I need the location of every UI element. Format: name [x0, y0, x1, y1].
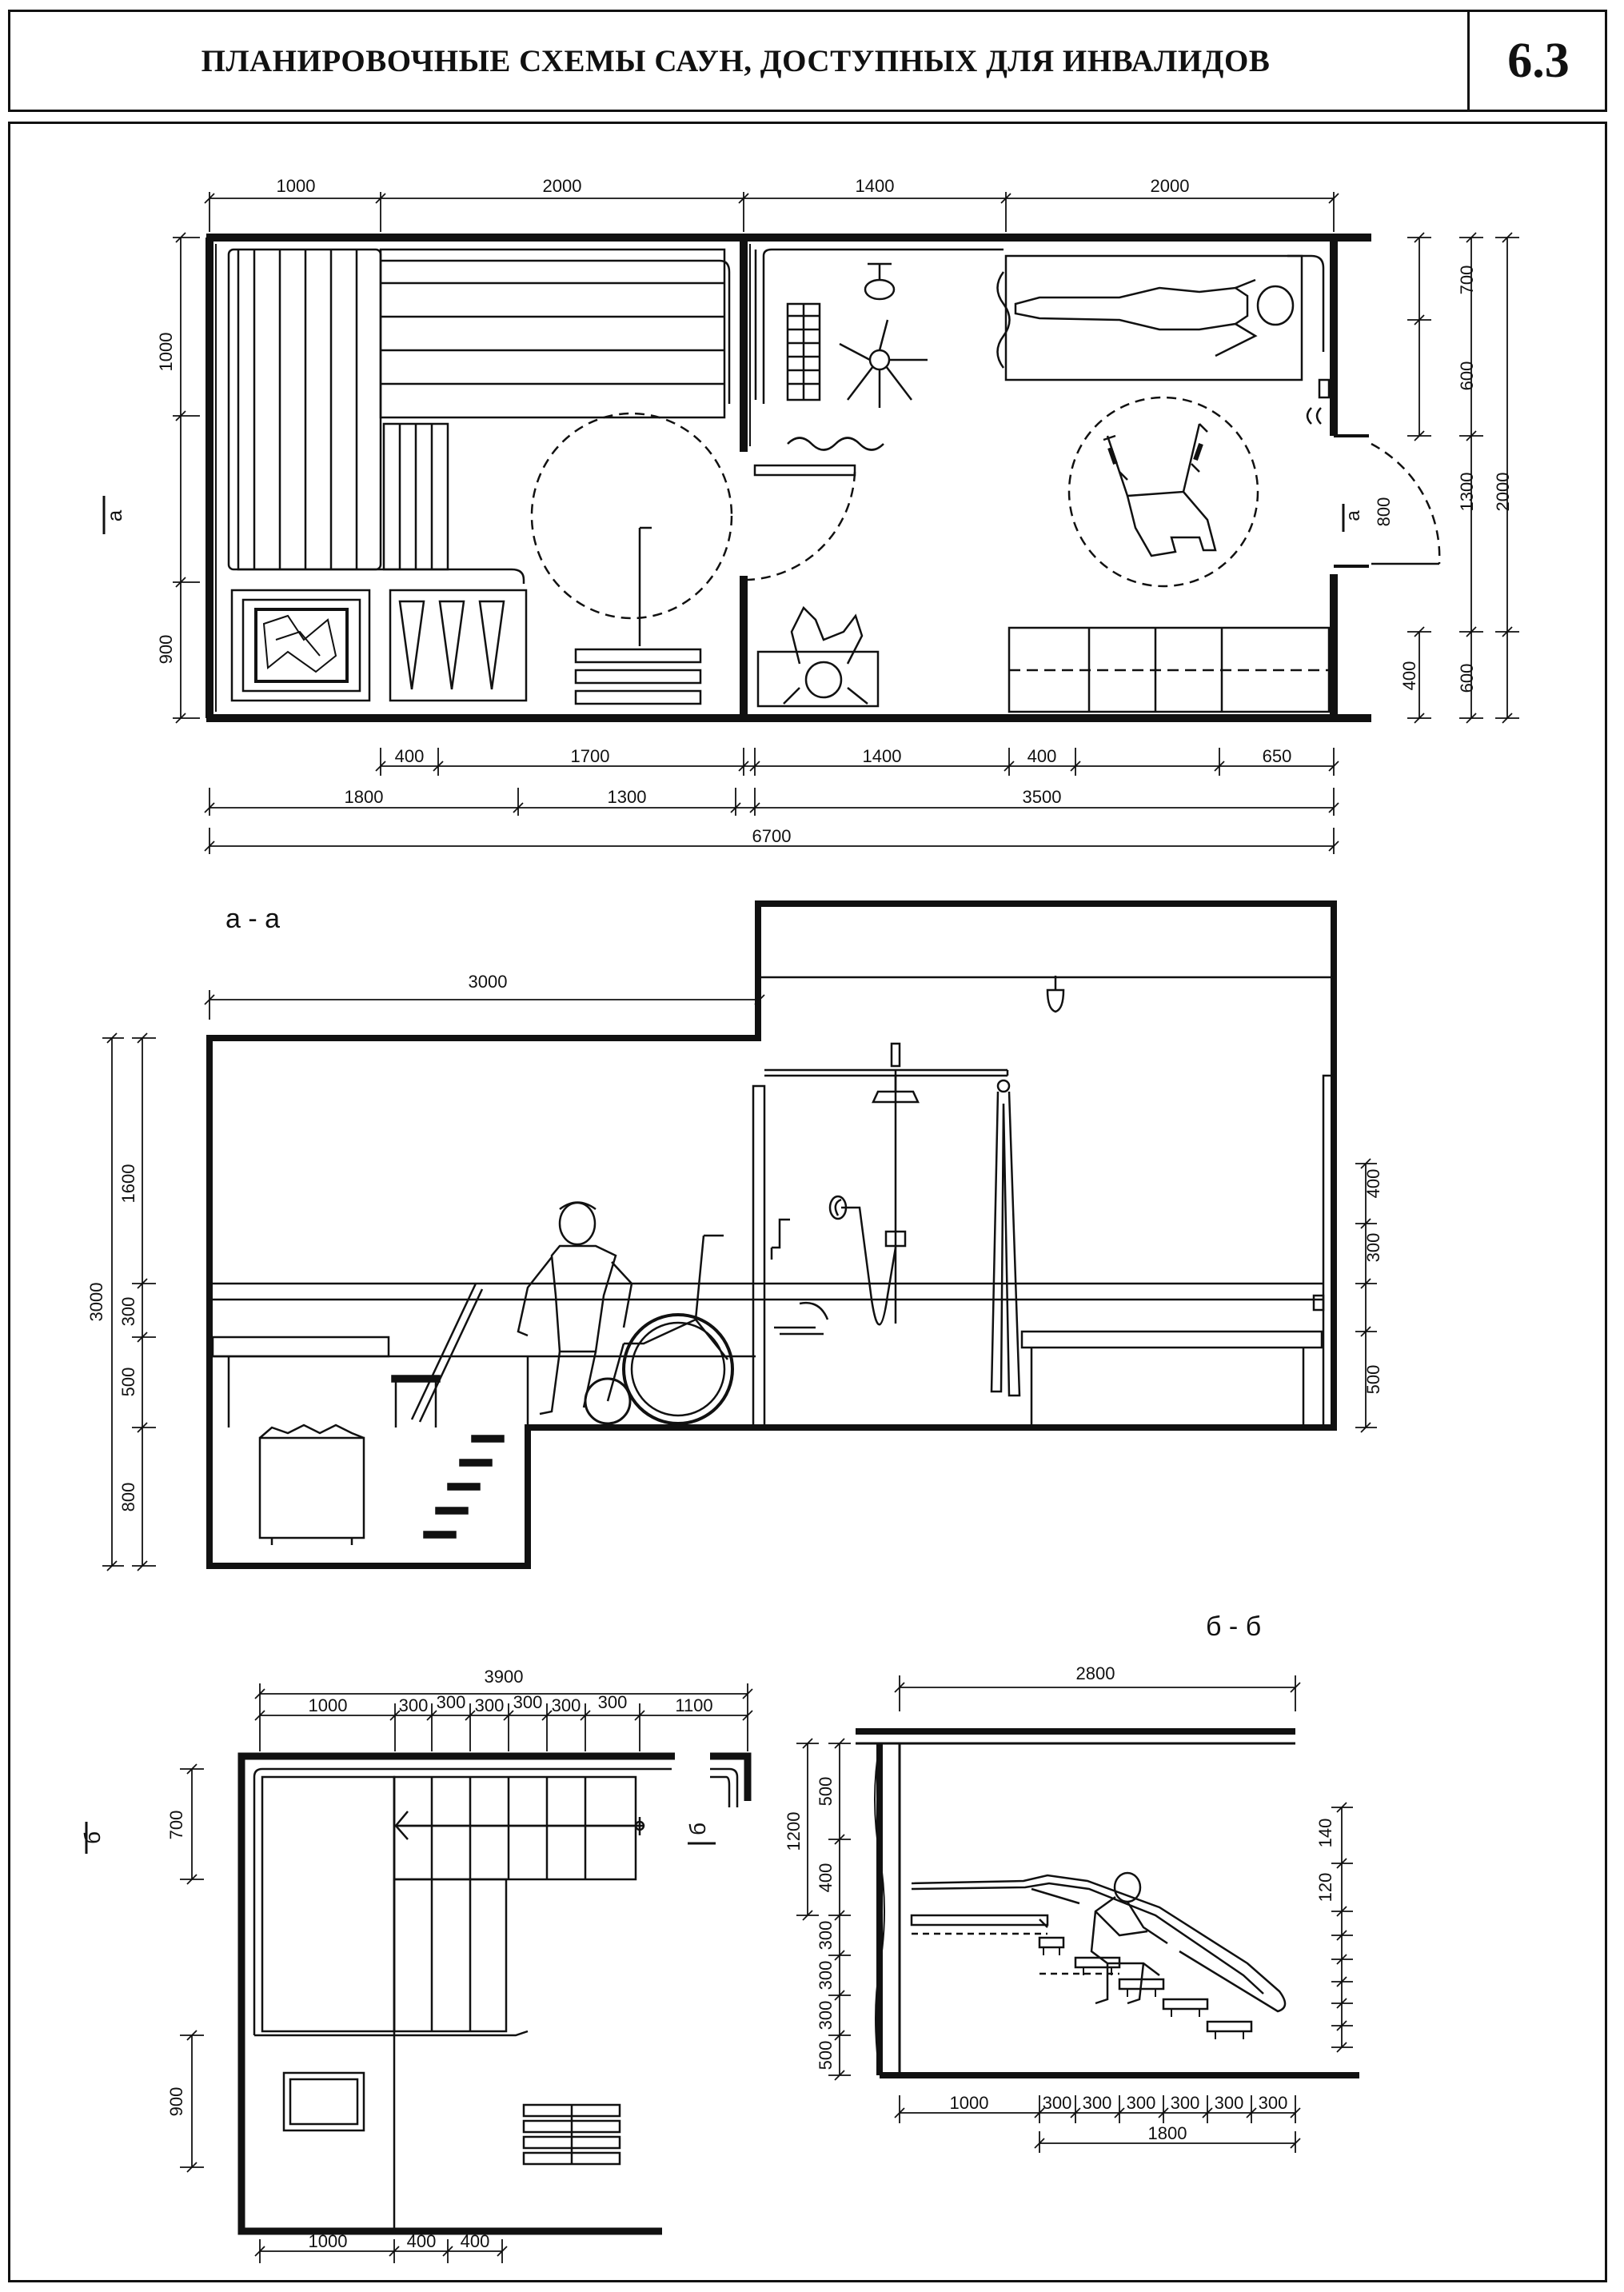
plan-b-inner — [254, 1769, 737, 2231]
section-bb-left-300b: 300 — [816, 1960, 836, 1991]
section-bb-bottom-300-6: 300 — [1258, 2093, 1288, 2113]
plan-right-dim-600: 600 — [1457, 361, 1477, 391]
section-aa-steps — [392, 1376, 504, 1538]
plan-b-top-300-6: 300 — [597, 1692, 628, 1712]
section-aa — [86, 904, 1383, 1571]
section-aa-right-400: 400 — [1363, 1168, 1383, 1199]
plan-b-top-1000: 1000 — [308, 1695, 348, 1715]
plan-bottom-total: 6700 — [752, 826, 792, 846]
seated-person — [758, 608, 878, 706]
turning-circle-left — [532, 413, 732, 618]
section-bb — [784, 1611, 1359, 2153]
section-bb-right-140: 140 — [1315, 1818, 1335, 1848]
section-aa-handrail — [412, 1284, 482, 1422]
plan-b-section-label-left: б — [80, 1831, 105, 1845]
section-aa-left-300: 300 — [118, 1296, 138, 1327]
plan-left-dim-2: 900 — [156, 634, 176, 665]
section-aa-left-outer: 3000 — [86, 1282, 106, 1322]
plan-steps — [576, 649, 700, 704]
section-bb-bottom-300-3: 300 — [1126, 2093, 1156, 2113]
plan-top-dim-3: 1400 — [855, 176, 895, 196]
inner-door — [748, 465, 855, 580]
section-bb-top-dim-label: 2800 — [1075, 1663, 1115, 1683]
section-bb-step-supports — [1043, 1947, 1243, 2039]
plan-right-dim-600b: 600 — [1457, 663, 1477, 693]
plan-bottom-dim-4: 400 — [1027, 746, 1057, 766]
section-bb-person — [1091, 1873, 1167, 2003]
section-bb-left-300c: 300 — [816, 2000, 836, 2030]
plan-top-dim-1: 1000 — [276, 176, 316, 196]
door-dim: 800 — [1374, 497, 1394, 527]
wheelchair-user-icon — [518, 1203, 732, 1424]
section-bb-slide — [912, 1875, 1285, 2011]
rest-bench — [1009, 628, 1329, 712]
plan-b-top-300-4: 300 — [513, 1692, 543, 1712]
section-bb-left-500b: 500 — [816, 2040, 836, 2070]
page-title: ПЛАНИРОВОЧНЫЕ СХЕМЫ САУН, ДОСТУПНЫХ ДЛЯ ИНВАЛИДОВ — [201, 43, 1271, 78]
section-bb-bottom-1800: 1800 — [1147, 2123, 1187, 2143]
plan-bottom-dim-2: 1700 — [570, 746, 610, 766]
section-aa-left-500: 500 — [118, 1367, 138, 1397]
sauna-lower-bench — [390, 590, 526, 701]
plan-b-bottom-1000: 1000 — [308, 2231, 348, 2251]
section-bb-left-1200: 1200 — [784, 1811, 804, 1851]
plan-b-top-300-5: 300 — [551, 1695, 581, 1715]
plan-b — [80, 1667, 752, 2263]
section-aa-walls — [206, 904, 1337, 1566]
plan-right-dim-700: 700 — [1457, 265, 1477, 295]
plan-b-left-700: 700 — [166, 1810, 186, 1840]
wheelchair-icon — [1069, 397, 1258, 586]
section-label-right: a — [1343, 510, 1364, 521]
plan-top-dim-2: 2000 — [542, 176, 582, 196]
plan-b-top-1100: 1100 — [675, 1695, 713, 1715]
plan-right-dim-2000: 2000 — [1493, 472, 1513, 512]
plan-b-total: 3900 — [484, 1667, 524, 1687]
plan-wall-inner — [216, 244, 750, 712]
section-bb-bottom-300-4: 300 — [1170, 2093, 1200, 2113]
sheet-number: 6.3 — [1467, 10, 1607, 112]
section-label-left: a — [102, 509, 126, 522]
section-bb-right-120: 120 — [1315, 1872, 1335, 1903]
section-aa-right-300: 300 — [1363, 1232, 1383, 1263]
shower-room — [756, 250, 1004, 450]
section-bb-bottom-300-5: 300 — [1214, 2093, 1244, 2113]
section-aa-top-dim — [205, 990, 764, 1020]
plan-bottom-dim-7: 1300 — [607, 787, 647, 807]
section-aa-left-800: 800 — [118, 1482, 138, 1512]
section-aa-shower — [772, 1044, 918, 1334]
section-bb-bottom-1000: 1000 — [949, 2093, 989, 2113]
plan-b-section-label-right: б — [685, 1822, 710, 1836]
heater-icon — [232, 590, 369, 701]
plan-top-dims — [205, 192, 1339, 232]
plan-b-top-300-3: 300 — [474, 1695, 505, 1715]
plan-b-walls — [241, 1756, 748, 2231]
section-bb-left-300a: 300 — [816, 1920, 836, 1951]
plan-bottom-dim-5: 650 — [1262, 746, 1292, 766]
section-aa-top-dim-label: 3000 — [468, 972, 508, 992]
plan-left-dims — [173, 233, 200, 723]
plan-bottom-dim-8: 3500 — [1022, 787, 1062, 807]
plan-b-left-900: 900 — [166, 2086, 186, 2117]
plan-bottom-dim-3: 1400 — [862, 746, 902, 766]
plan-top-dim-4: 2000 — [1150, 176, 1190, 196]
handrail-l — [640, 528, 652, 646]
plan-b-dims-top — [255, 1683, 752, 1751]
plan-bottom-dim-6: 1800 — [344, 787, 384, 807]
plan-b-top-300-2: 300 — [436, 1692, 466, 1712]
plan-left-dim-1: 1000 — [156, 332, 176, 372]
section-bb-left-500a: 500 — [816, 1776, 836, 1807]
section-aa-left-1600: 1600 — [118, 1164, 138, 1204]
section-aa-title: а - а — [225, 904, 281, 934]
plan-view — [102, 176, 1519, 854]
section-bb-title: б - б — [1206, 1611, 1262, 1642]
section-bb-left-400: 400 — [816, 1863, 836, 1893]
plan-b-bottom-400-2: 400 — [460, 2231, 490, 2251]
section-bb-bottom-300-1: 300 — [1042, 2093, 1072, 2113]
section-aa-right-500: 500 — [1363, 1364, 1383, 1395]
plan-right-dim-400: 400 — [1399, 661, 1419, 691]
wall-fixture — [1307, 380, 1329, 424]
plan-b-top-300-1: 300 — [398, 1695, 429, 1715]
plan-right-dim-1300: 1300 — [1457, 472, 1477, 512]
reclining-person — [998, 256, 1324, 380]
section-aa-benches — [209, 1284, 1323, 1428]
section-bb-bottom-300-2: 300 — [1082, 2093, 1112, 2113]
section-aa-heater — [260, 1425, 364, 1545]
section-aa-wall-fixture — [1314, 1296, 1323, 1310]
plan-bottom-dim-1: 400 — [394, 746, 425, 766]
plan-b-bottom-400-1: 400 — [406, 2231, 437, 2251]
